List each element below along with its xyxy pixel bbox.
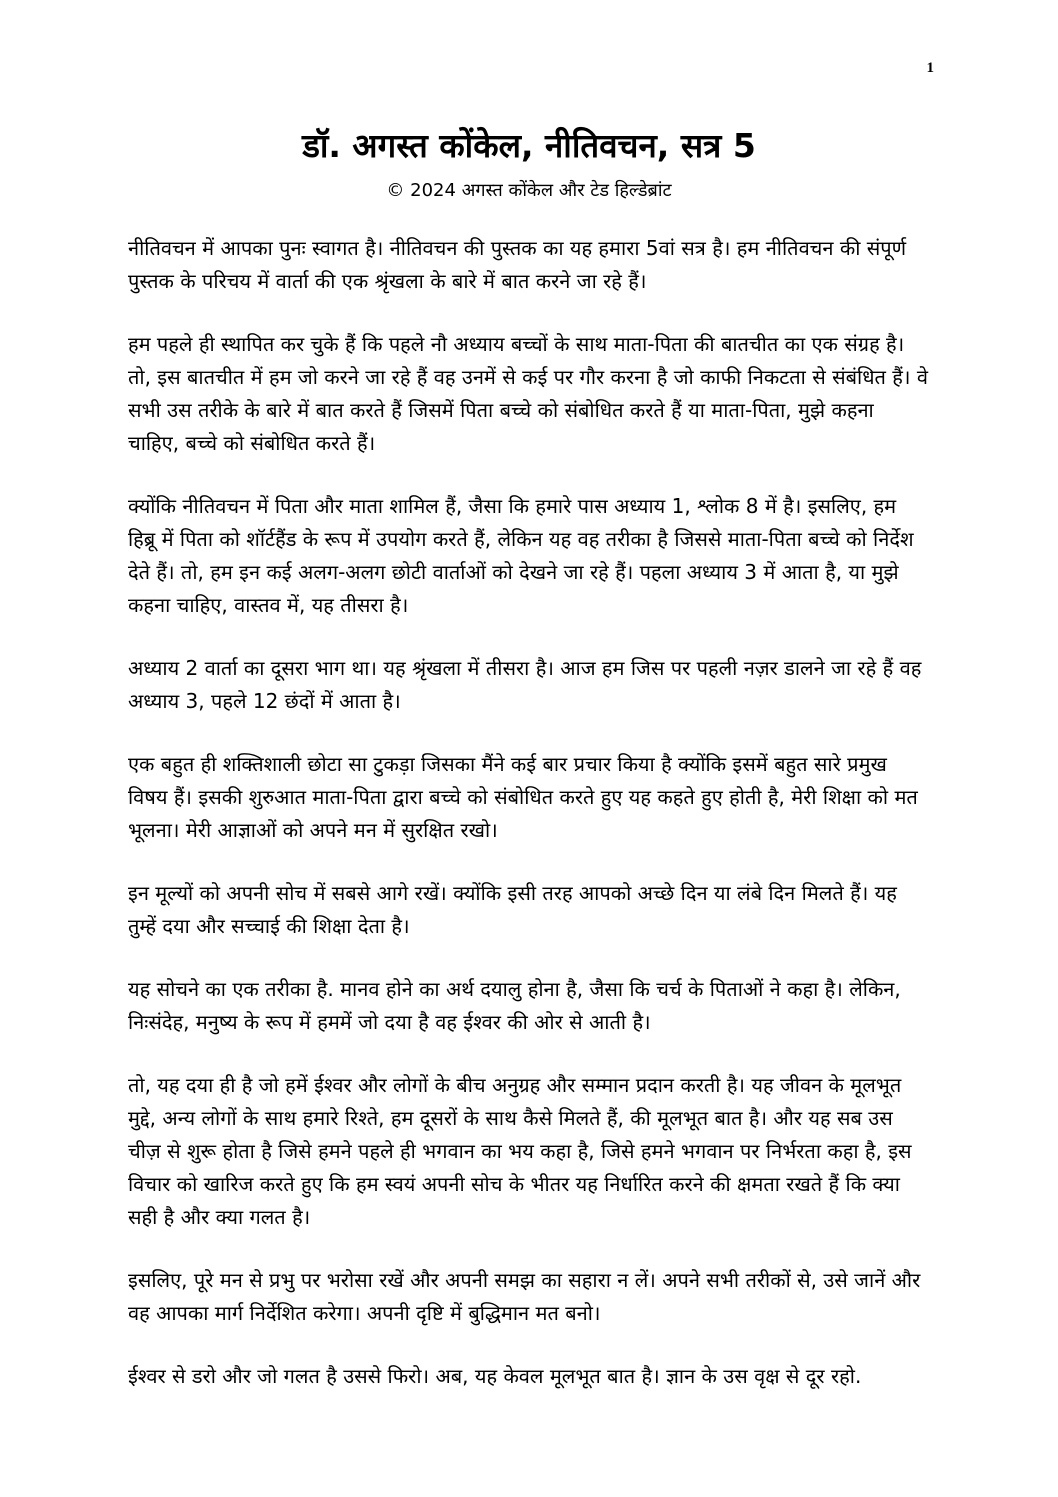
document-title: डॉ. अगस्त कोंकेल, नीतिवचन, सत्र 5: [302, 126, 756, 165]
paragraph-4: अध्याय 2 वार्ता का दूसरा भाग था। यह श्रृंखला में तीसरा है। आज हम जिस पर पहली नज़र डालने जा रहे हैं वह अध्याय 3, पहले 12 छंदों में आता है।: [128, 656, 922, 713]
document-body: [128, 232, 928, 1423]
paragraph-9: इसलिए, पूरे मन से प्रभु पर भरोसा रखें और अपनी समझ का सहारा न लें। अपने सभी तरीकों से, उसे जानें और वह आपका मार्ग निर्देशित करेगा। अपनी दृष्टि में बुद्धिमान मत बनो।: [128, 1268, 921, 1325]
page-number: 1: [926, 60, 934, 76]
paragraph-6: इन मूल्यों को अपनी सोच में सबसे आगे रखें। क्योंकि इसी तरह आपको अच्छे दिन या लंबे दिन मिलते हैं। यह तुम्हें दया और सच्चाई की शिक्षा देता है।: [128, 881, 897, 938]
paragraph-3: क्योंकि नीतिवचन में पिता और माता शामिल हैं, जैसा कि हमारे पास अध्याय 1, श्लोक 8 में है। इसलिए, हम हिब्रू में पिता को शॉर्टहैंड के रूप में उपयोग करते हैं, लेकिन यह वह तरीका है जिससे माता-पिता बच्चे को निर्देश देते हैं। तो, हम इन कई अलग-अलग छोटी वार्ताओं को देखने जा रहे हैं। पहला अध्याय 3 में आता है, या मुझे कहना चाहिए, वास्तव में, यह तीसरा है।: [128, 494, 914, 617]
paragraph-5: एक बहुत ही शक्तिशाली छोटा सा टुकड़ा जिसका मैंने कई बार प्रचार किया है क्योंकि इसमें बहुत सारे प्रमुख विषय हैं। इसकी शुरुआत माता-पिता द्वारा बच्चे को संबोधित करते हुए यह कहते हुए होती है, मेरी शिक्षा को मत भूलना। मेरी आज्ञाओं को अपने मन में सुरक्षित रखो।: [128, 752, 918, 842]
paragraph-2: हम पहले ही स्थापित कर चुके हैं कि पहले नौ अध्याय बच्चों के साथ माता-पिता की बातचीत का एक संग्रह है। तो, इस बातचीत में हम जो करने जा रहे हैं वह उनमें से कई पर गौर करना है जो काफी निकटता से संबंधित हैं। वे सभी उस तरीके के बारे में बात करते हैं जिसमें पिता बच्चे को संबोधित करते हैं या माता-पिता, मुझे कहना चाहिए, बच्चे को संबोधित करते हैं।: [128, 332, 928, 455]
paragraph-7: यह सोचने का एक तरीका है. मानव होने का अर्थ दयालु होना है, जैसा कि चर्च के पिताओं ने कहा है। लेकिन, निःसंदेह, मनुष्य के रूप में हममें जो दया है वह ईश्वर की ओर से आती है।: [128, 977, 901, 1034]
paragraph-1: नीतिवचन में आपका पुनः स्वागत है। नीतिवचन की पुस्तक का यह हमारा 5वां सत्र है। हम नीतिवचन की संपूर्ण पुस्तक के परिचय में वार्ता की एक श्रृंखला के बारे में बात करने जा रहे हैं।: [128, 236, 907, 293]
paragraph-8: तो, यह दया ही है जो हमें ईश्वर और लोगों के बीच अनुग्रह और सम्मान प्रदान करती है। यह जीवन के मूलभूत मुद्दे, अन्य लोगों के साथ हमारे रिश्ते, हम दूसरों के साथ कैसे मिलते हैं, की मूलभूत बात है। और यह सब उस चीज़ से शुरू होता है जिसे हमने पहले ही भगवान का भय कहा है, जिसे हमने भगवान पर निर्भरता कहा है, इस विचार को खारिज करते हुए कि हम स्वयं अपनी सोच के भीतर यह निर्धारित करने की क्षमता रखते हैं कि क्या सही है और क्या गलत है।: [128, 1073, 912, 1229]
copyright-line: © 2024 अगस्त कोंकेल और टेड हिल्डेब्रांट: [386, 180, 672, 201]
paragraph-10: ईश्वर से डरो और जो गलत है उससे फिरो। अब, यह केवल मूलभूत बात है। ज्ञान के उस वृक्ष से दूर रहो.: [128, 1364, 862, 1388]
